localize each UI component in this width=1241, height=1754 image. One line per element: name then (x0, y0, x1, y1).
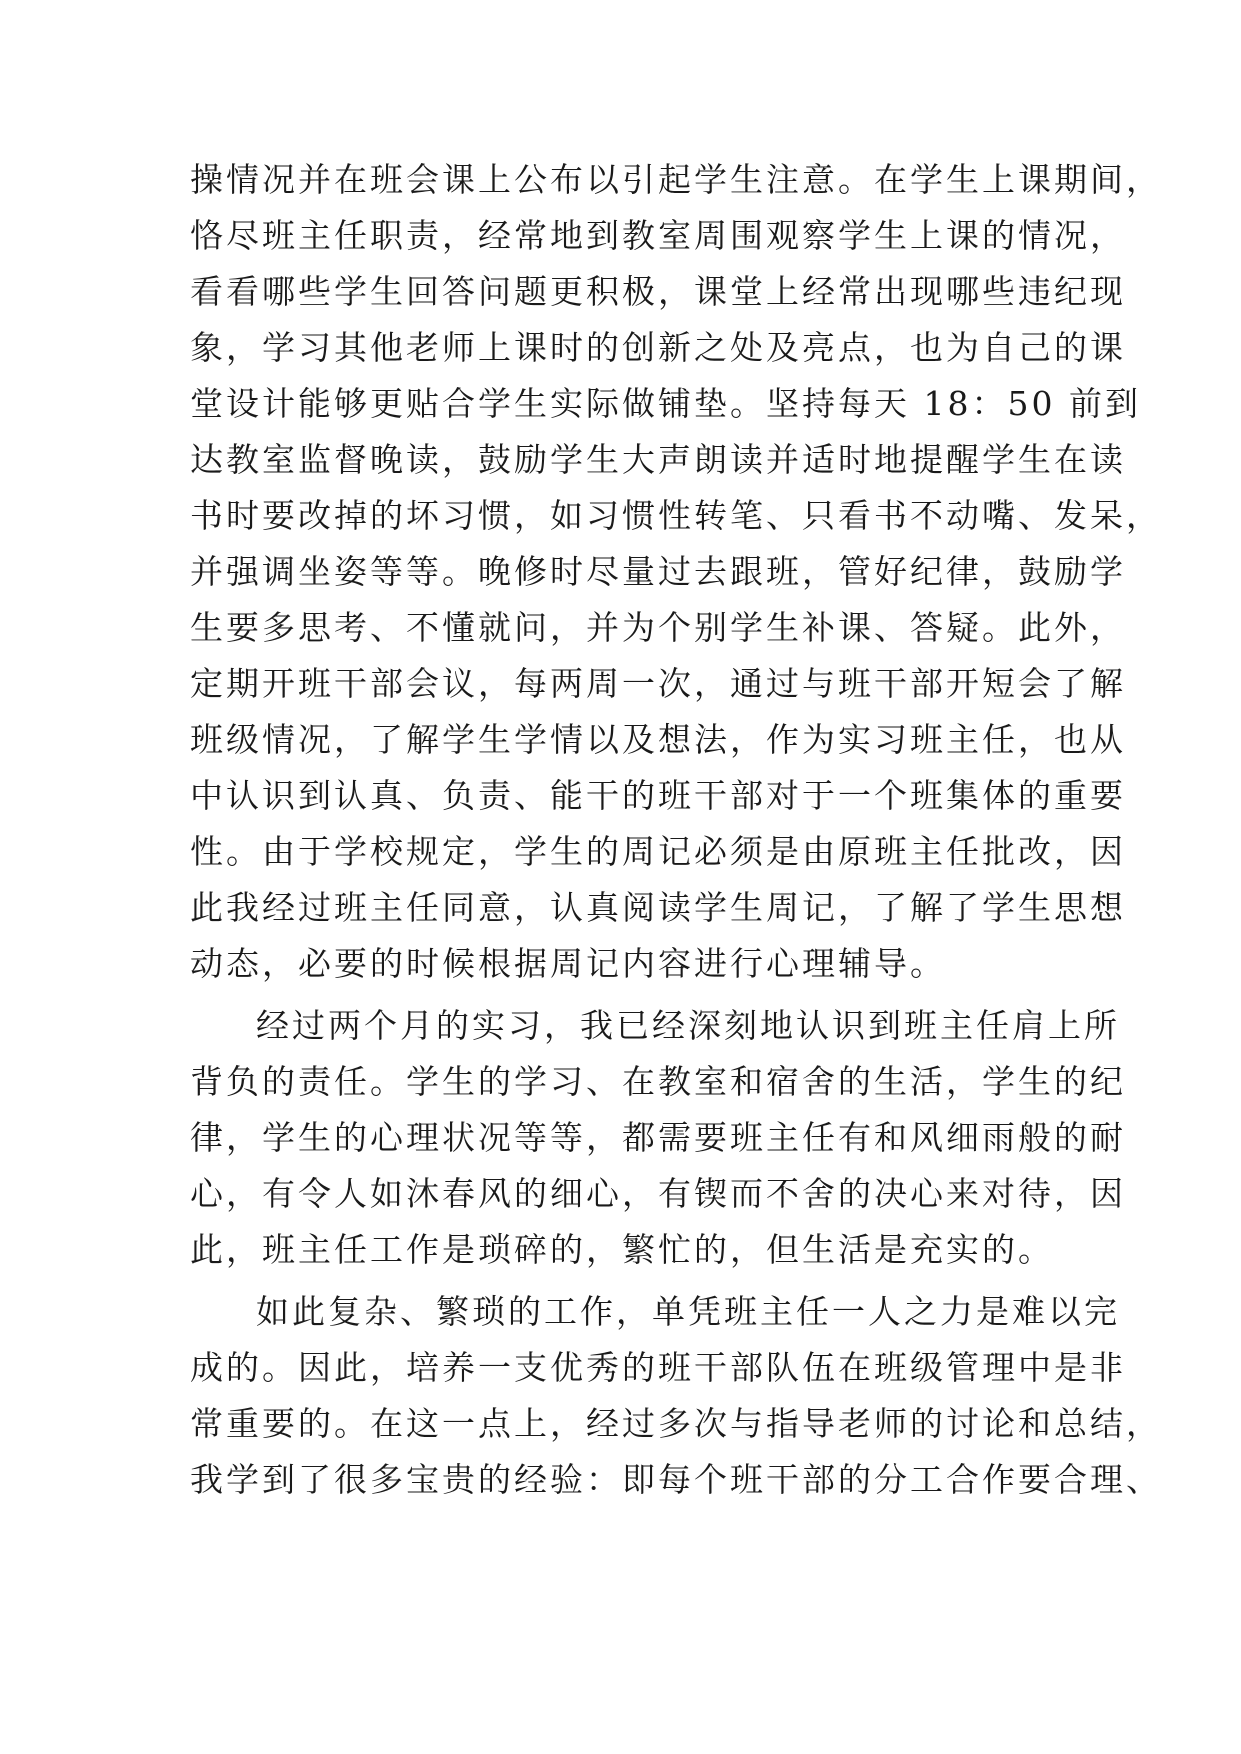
paragraph-first-line: 如此复杂、繁琐的工作，单凭班主任一人之力是难以完 (256, 1292, 1120, 1331)
text-line: 书时要改掉的坏习惯，如习惯性转笔、只看书不动嘴、发呆， (190, 496, 1162, 535)
text-line: 象，学习其他老师上课时的创新之处及亮点，也为自己的课 (190, 328, 1126, 367)
text-line: 恪尽班主任职责，经常地到教室周围观察学生上课的情况， (190, 216, 1126, 255)
text-line: 生要多思考、不懂就问，并为个别学生补课、答疑。此外， (190, 608, 1126, 647)
text-line: 律，学生的心理状况等等，都需要班主任有和风细雨般的耐 (190, 1118, 1126, 1157)
text-line: 堂设计能够更贴合学生实际做铺垫。坚持每天 18：50 前到 (190, 384, 1141, 423)
text-line: 并强调坐姿等等。晚修时尽量过去跟班，管好纪律，鼓励学 (190, 552, 1126, 591)
paragraph-first-line: 经过两个月的实习，我已经深刻地认识到班主任肩上所 (256, 1006, 1120, 1045)
text-line: 我学到了很多宝贵的经验：即每个班干部的分工合作要合理、 (190, 1460, 1162, 1499)
text-line: 定期开班干部会议，每两周一次，通过与班干部开短会了解 (190, 664, 1126, 703)
text-line: 看看哪些学生回答问题更积极，课堂上经常出现哪些违纪现 (190, 272, 1126, 311)
text-line: 常重要的。在这一点上，经过多次与指导老师的讨论和总结， (190, 1404, 1162, 1443)
text-line: 此，班主任工作是琐碎的，繁忙的，但生活是充实的。 (190, 1230, 1054, 1269)
text-line: 心，有令人如沐春风的细心，有锲而不舍的决心来对待，因 (190, 1174, 1126, 1213)
text-line: 性。由于学校规定，学生的周记必须是由原班主任批改，因 (190, 832, 1126, 871)
text-line: 中认识到认真、负责、能干的班干部对于一个班集体的重要 (190, 776, 1126, 815)
text-line: 动态，必要的时候根据周记内容进行心理辅导。 (190, 944, 946, 983)
text-line: 达教室监督晚读，鼓励学生大声朗读并适时地提醒学生在读 (190, 440, 1126, 479)
text-line: 班级情况，了解学生学情以及想法，作为实习班主任，也从 (190, 720, 1126, 759)
text-line: 成的。因此，培养一支优秀的班干部队伍在班级管理中是非 (190, 1348, 1126, 1387)
text-line: 此我经过班主任同意，认真阅读学生周记，了解了学生思想 (190, 888, 1126, 927)
text-line: 操情况并在班会课上公布以引起学生注意。在学生上课期间， (190, 160, 1162, 199)
text-line: 背负的责任。学生的学习、在教室和宿舍的生活，学生的纪 (190, 1062, 1126, 1101)
